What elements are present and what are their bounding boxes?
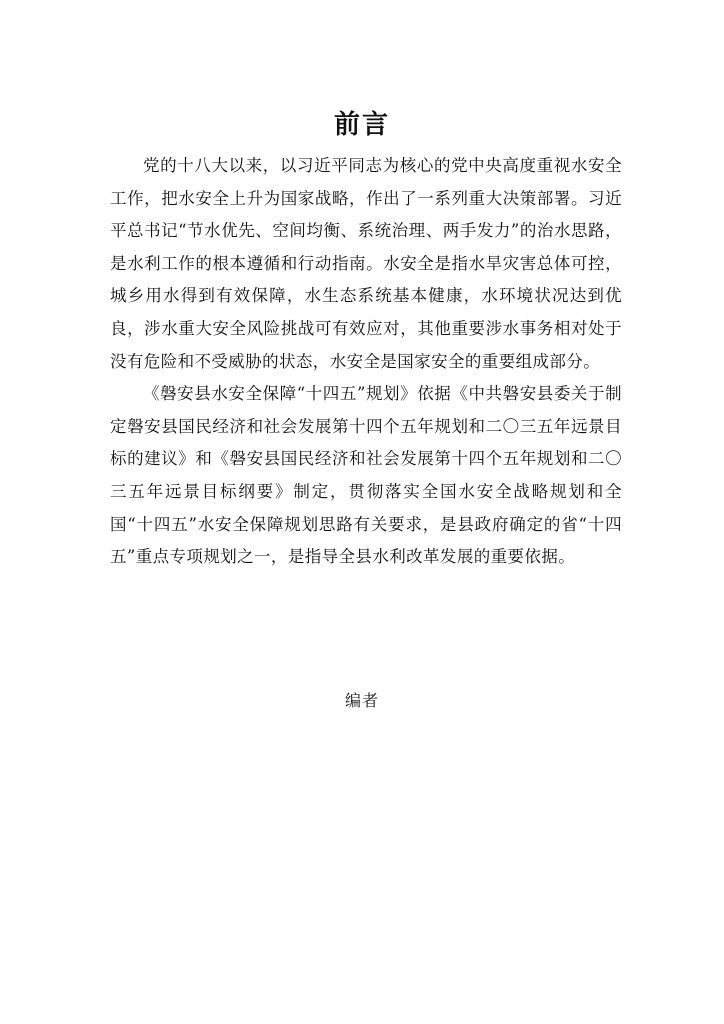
preface-body [110,150,622,574]
signature: 编者 [344,691,379,710]
paragraph-1: 党的十八大以来，以习近平同志为核心的党中央高度重视水安全工作，把水安全上升为国家战略，作出了一系列重大决策部署。习近平总书记“节水优先、空间均衡、系统治理、两手发力”的治水思路，是水利工作的根本遵循和行动指南。水安全是指水旱灾害总体可控，城乡用水得到有效保障，水生态系统基本健康，水环境状况达到优良，涉水重大安全风险挑战可有效应对，其他重要涉水事务相对处于没有危险和不受威胁的状态，水安全是国家安全的重要组成部分。 [110,156,622,371]
paragraph-2: 《磐安县水安全保障“十四五”规划》依据《中共磐安县委关于制定磐安县国民经济和社会发展第十四个五年规划和二〇三五年远景目标的建议》和《磐安县国民经济和社会发展第十四个五年规划和二〇三五年远景目标纲要》制定，贯彻落实全国水安全战略规划和全国“十四五”水安全保障规划思路有关要求，是县政府确定的省“十四五”重点专项规划之一，是指导全县水利改革发展的重要依据。 [110,384,622,567]
page-title: 前言 [333,110,390,140]
